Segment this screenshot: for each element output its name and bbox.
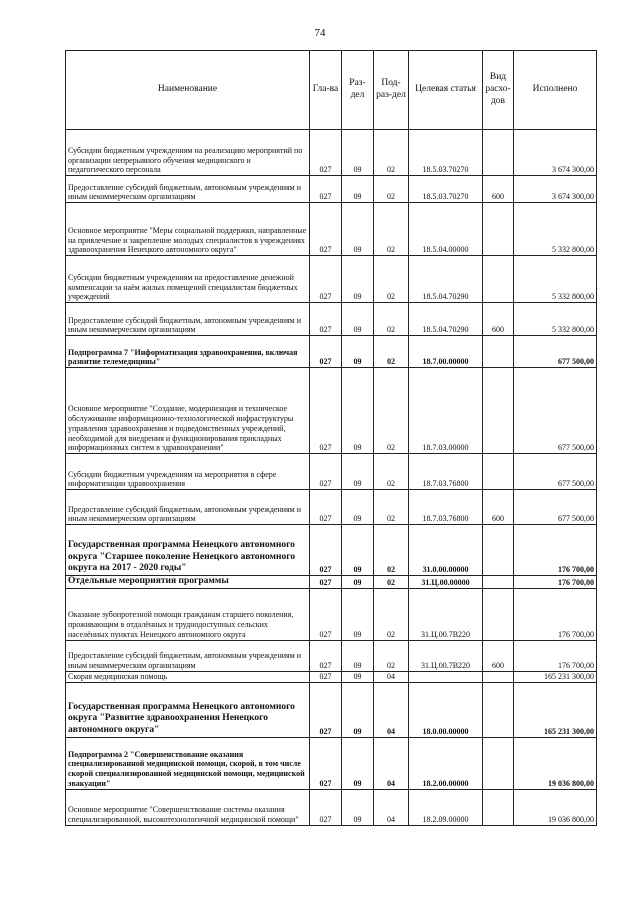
table-row [66, 640, 597, 671]
row-section: 09 [342, 588, 374, 640]
row-chapter: 027 [310, 737, 342, 789]
table-row [66, 368, 597, 454]
row-type [483, 203, 514, 256]
row-amount: 677 500,00 [514, 454, 597, 490]
row-section: 09 [342, 671, 374, 682]
col-section-header: Раз-дел [342, 51, 374, 130]
row-section: 09 [342, 640, 374, 671]
row-target: 18.2.09.00000 [409, 789, 483, 825]
row-target: 18.5.04.00000 [409, 203, 483, 256]
row-chapter: 027 [310, 303, 342, 336]
row-chapter: 027 [310, 203, 342, 256]
row-section: 09 [342, 454, 374, 490]
row-name: Подпрограмма 2 "Совершенствование оказания специализированной медицинской помощи, скорой, в том числе скорой специализированной медицинской помощи, медицинской эвакуации" [66, 737, 310, 789]
row-type [483, 454, 514, 490]
row-type [483, 256, 514, 303]
row-target: 18.7.03.76800 [409, 490, 483, 525]
row-target: 18.5.03.70270 [409, 176, 483, 203]
row-name: Предоставление субсидий бюджетным, автономным учреждениям и иным некоммерческим организациям [66, 490, 310, 525]
row-subsection: 02 [374, 525, 409, 576]
row-section: 09 [342, 576, 374, 589]
row-name: Государственная программа Ненецкого автономного округа "Старшее поколение Ненецкого автономного округа на 2017 - 2020 годы" [66, 525, 310, 576]
table-row [66, 576, 597, 589]
row-section: 09 [342, 368, 374, 454]
row-type [483, 737, 514, 789]
budget-table [65, 50, 597, 826]
row-section: 09 [342, 130, 374, 176]
table-row [66, 454, 597, 490]
row-subsection: 02 [374, 203, 409, 256]
row-name: Предоставление субсидий бюджетным, автономным учреждениям и иным некоммерческим организациям [66, 176, 310, 203]
row-amount: 19 036 800,00 [514, 737, 597, 789]
row-subsection: 02 [374, 640, 409, 671]
row-amount: 3 674 300,00 [514, 176, 597, 203]
row-subsection: 04 [374, 682, 409, 737]
row-chapter: 027 [310, 588, 342, 640]
row-section: 09 [342, 176, 374, 203]
row-subsection: 02 [374, 490, 409, 525]
table-row [66, 256, 597, 303]
row-section: 09 [342, 203, 374, 256]
row-section: 09 [342, 256, 374, 303]
row-section: 09 [342, 737, 374, 789]
row-name: Субсидии бюджетным учреждениям на предоставление денежной компенсации за наём жилых помещений специалистам бюджетных учреждений [66, 256, 310, 303]
row-type [483, 130, 514, 176]
table-row [66, 203, 597, 256]
row-amount: 176 700,00 [514, 525, 597, 576]
row-target: 18.2.00.00000 [409, 737, 483, 789]
row-section: 09 [342, 303, 374, 336]
col-expense-type-header: Вид расхо-дов [483, 51, 514, 130]
row-subsection: 02 [374, 588, 409, 640]
table-row [66, 525, 597, 576]
row-name: Отдельные мероприятия программы [66, 576, 310, 589]
row-target: 18.5.03.70270 [409, 130, 483, 176]
col-name-header: Наименование [66, 51, 310, 130]
row-subsection: 04 [374, 789, 409, 825]
row-target: 31.0.00.00000 [409, 525, 483, 576]
table-row [66, 789, 597, 825]
row-amount: 176 700,00 [514, 588, 597, 640]
row-amount: 176 700,00 [514, 576, 597, 589]
row-name: Субсидии бюджетным учреждениям на мероприятия в сфере информатизации здравоохранения [66, 454, 310, 490]
row-target: 18.0.00.00000 [409, 682, 483, 737]
row-subsection: 02 [374, 336, 409, 368]
row-type [483, 682, 514, 737]
row-type [483, 789, 514, 825]
table-row [66, 737, 597, 789]
row-target: 18.7.03.00000 [409, 368, 483, 454]
row-amount: 165 231 300,00 [514, 671, 597, 682]
row-section: 09 [342, 336, 374, 368]
row-amount: 176 700,00 [514, 640, 597, 671]
row-subsection: 02 [374, 256, 409, 303]
row-type [483, 336, 514, 368]
row-chapter: 027 [310, 671, 342, 682]
table-row [66, 176, 597, 203]
row-section: 09 [342, 682, 374, 737]
row-amount: 677 500,00 [514, 490, 597, 525]
row-chapter: 027 [310, 256, 342, 303]
row-target: 18.7.00.00000 [409, 336, 483, 368]
row-target: 31.Ц.00.00000 [409, 576, 483, 589]
table-row [66, 490, 597, 525]
table-header-row [66, 51, 597, 130]
row-chapter: 027 [310, 640, 342, 671]
row-chapter: 027 [310, 789, 342, 825]
row-amount: 165 231 300,00 [514, 682, 597, 737]
page-number: 74 [314, 27, 326, 39]
row-type: 600 [483, 640, 514, 671]
row-chapter: 027 [310, 576, 342, 589]
row-chapter: 027 [310, 368, 342, 454]
row-amount: 3 674 300,00 [514, 130, 597, 176]
row-type [483, 525, 514, 576]
row-name: Субсидии бюджетным учреждениям на реализацию мероприятий по организации непрерывного обучения медицинского и педагогического персонала [66, 130, 310, 176]
row-chapter: 027 [310, 176, 342, 203]
table-row [66, 671, 597, 682]
row-subsection: 02 [374, 454, 409, 490]
col-chapter-header: Гла-ва [310, 51, 342, 130]
col-target-header: Целевая статья [409, 51, 483, 130]
table-row [66, 588, 597, 640]
row-chapter: 027 [310, 336, 342, 368]
row-subsection: 04 [374, 737, 409, 789]
row-chapter: 027 [310, 525, 342, 576]
col-executed-header: Исполнено [514, 51, 597, 130]
row-chapter: 027 [310, 454, 342, 490]
row-name: Основное мероприятие "Совершенствование системы оказания специализированной, высокотехнологичной медицинской помощи" [66, 789, 310, 825]
row-chapter: 027 [310, 490, 342, 525]
table-row [66, 336, 597, 368]
row-name: Основное мероприятие "Меры социальной поддержки, направленные на привлечение и закрепление молодых специалистов в учреждениях здравоохранения Ненецкого автономного округа" [66, 203, 310, 256]
row-subsection: 04 [374, 671, 409, 682]
row-target: 18.5.04.70290 [409, 256, 483, 303]
col-subsection-header: Под-раз-дел [374, 51, 409, 130]
row-type: 600 [483, 490, 514, 525]
row-type [483, 368, 514, 454]
row-amount: 5 332 800,00 [514, 203, 597, 256]
row-amount: 5 332 800,00 [514, 256, 597, 303]
row-target: 31.Ц.00.7B220 [409, 588, 483, 640]
row-subsection: 02 [374, 368, 409, 454]
row-name: Оказание зубопротезной помощи гражданам старшего поколения, проживающим в отдалённых и труднодоступных сельских населённых пунктах Ненецкого автономного округа [66, 588, 310, 640]
row-chapter: 027 [310, 130, 342, 176]
row-subsection: 02 [374, 303, 409, 336]
row-target [409, 671, 483, 682]
row-target: 18.7.03.76800 [409, 454, 483, 490]
row-type [483, 671, 514, 682]
row-name: Предоставление субсидий бюджетным, автономным учреждениям и иным некоммерческим организациям [66, 640, 310, 671]
row-amount: 677 500,00 [514, 336, 597, 368]
row-amount: 677 500,00 [514, 368, 597, 454]
row-type [483, 576, 514, 589]
row-name: Предоставление субсидий бюджетным, автономным учреждениям и иным некоммерческим организациям [66, 303, 310, 336]
table-row [66, 303, 597, 336]
row-section: 09 [342, 490, 374, 525]
row-amount: 5 332 800,00 [514, 303, 597, 336]
row-amount: 19 036 800,00 [514, 789, 597, 825]
row-section: 09 [342, 525, 374, 576]
row-type: 600 [483, 176, 514, 203]
table-row [66, 130, 597, 176]
row-subsection: 02 [374, 576, 409, 589]
row-target: 18.5.04.70290 [409, 303, 483, 336]
row-name: Основное мероприятие "Создание, модернизация и техническое обслуживание информационно-технологической инфраструктуры управления здравоохранения и подведомственных учреждений, необходимой для внедрения и функционирования прикладных информационных систем в здравоохранении" [66, 368, 310, 454]
row-section: 09 [342, 789, 374, 825]
row-subsection: 02 [374, 176, 409, 203]
row-subsection: 02 [374, 130, 409, 176]
table-row [66, 682, 597, 737]
row-name: Скорая медицинская помощь [66, 671, 310, 682]
row-target: 31.Ц.00.7B220 [409, 640, 483, 671]
row-chapter: 027 [310, 682, 342, 737]
row-name: Государственная программа Ненецкого автономного округа "Развитие здравоохранения Ненецкого автономного округа" [66, 682, 310, 737]
row-type: 600 [483, 303, 514, 336]
row-type [483, 588, 514, 640]
row-name: Подпрограмма 7 "Информатизация здравоохранения, включая развитие телемедицины" [66, 336, 310, 368]
